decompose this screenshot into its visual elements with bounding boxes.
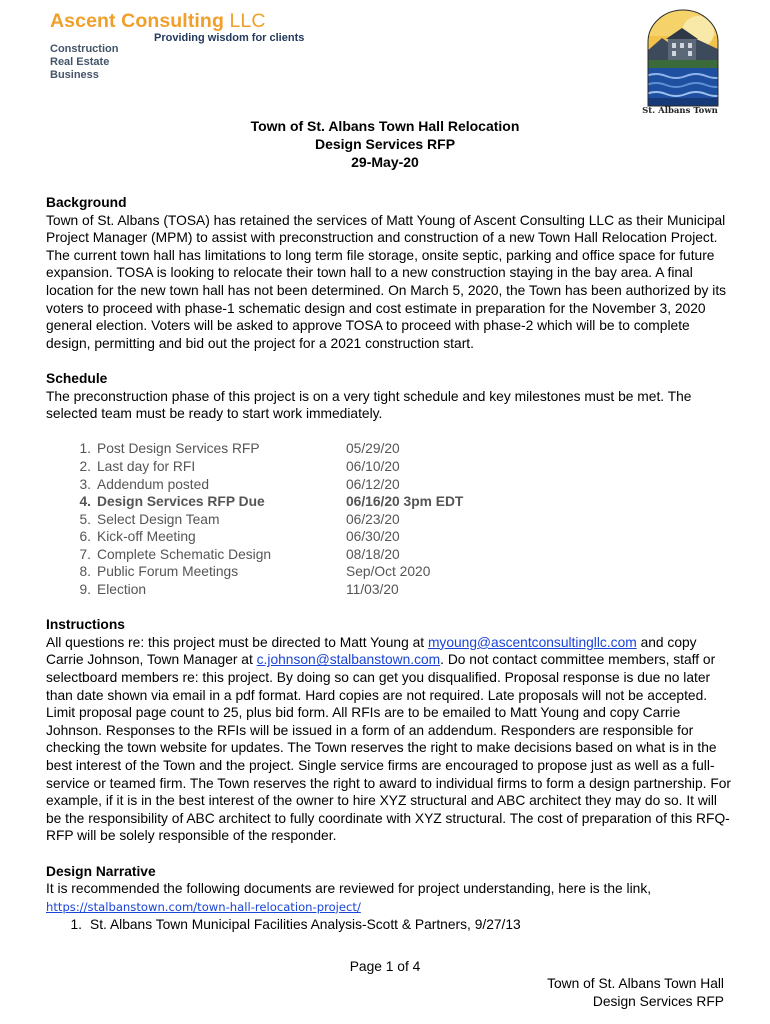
schedule-list — [46, 440, 736, 598]
company-name: Ascent Consulting LLC — [50, 10, 266, 32]
instructions-heading: Instructions — [46, 617, 125, 633]
email-link-myoung[interactable]: myoung@ascentconsultingllc.com — [427, 634, 637, 650]
schedule-item: 5. Select Design Team 06/23/20 — [79, 511, 400, 527]
schedule-heading: Schedule — [46, 370, 108, 386]
town-logo-image — [646, 8, 720, 118]
town-logo-caption: St. Albans Town — [642, 106, 718, 116]
company-tagline: Providing wisdom for clients — [154, 32, 305, 44]
company-logo — [50, 10, 310, 84]
schedule-item: 1. Post Design Services RFP 05/29/20 — [79, 441, 400, 457]
schedule-item: 2. Last day for RFI 06/10/20 — [79, 458, 400, 474]
background-heading: Background — [46, 195, 127, 210]
page-number: Page 1 of 4 — [349, 959, 421, 974]
schedule-item: 8. Public Forum Meetings Sep/Oct 2020 — [79, 564, 431, 580]
project-page-link[interactable]: https://stalbanstown.com/town-hall-relocation-project/ — [46, 899, 361, 914]
design-narrative-heading: Design Narrative — [46, 863, 156, 879]
email-link-cjohnson[interactable]: c.johnson@stalbanstown.com — [256, 652, 441, 668]
schedule-item: 6. Kick-off Meeting 06/30/20 — [79, 529, 400, 545]
background-text: Town of St. Albans (TOSA) has retained the services of Matt Young of Ascent Consulting LLC as their Municipal Project Manager (MPM) to assist with preconstruction and construction of a new Town Hall Relocation Project. The current town hall has limitations to long term file storage, onsite septic, parking and office space for future expansion. TOSA is looking to relocate their town hall to a new construction staying in the bay area. A final location for the new town hall has not been determined. On March 5, 2020, the Town has been authorized by its voters to proceed with phase-1 schematic design and cost estimate in preparation for the November 3, 2020 general election. Voters will be asked to approve TOSA to proceed with phase-2 which will be to complete design, permitting and bid out the project for a 2021 construction start. — [46, 212, 727, 351]
reference-item: 1. St. Albans Town Municipal Facilities Analysis-Scott & Partners, 9/27/13 — [70, 917, 521, 933]
page-footer: Town of St. Albans Town Hall Design Services RFP — [547, 976, 724, 1009]
design-narrative-intro: It is recommended the following documents are reviewed for project understanding, here is the link, — [46, 881, 652, 897]
document-subtitle: Design Services RFP — [314, 136, 456, 152]
company-divisions: Construction Real Estate Business — [50, 43, 119, 81]
document-body — [46, 194, 736, 934]
document-date: 29-May-20 — [351, 154, 419, 170]
schedule-item: 3. Addendum posted 06/12/20 — [79, 476, 400, 492]
instructions-text: All questions re: this project must be directed to Matt Young at myoung@ascentconsultingllc.com and copy Carrie Johnson, Town Manager at c.johnson@stalbanstown.com. Do not contact committee members, staff or selectboard members re: this project. By doing so can get you disqualified. Proposal response is due no later than date shown via email in a pdf format. Hard copies are not required. Late proposals will not be accepted. Limit proposal page count to 25, plus bid form. All RFIs are to be emailed to Matt Young and copy Carrie Johnson. Responses to the RFIs will be issued in a form of an addendum. Responders are responsible for checking the town website for updates. The Town reserves the right to make decisions based on what is in the best interest of the Town and the project. Single service firms are encouraged to propose just as well as a full-service or teamed firm. The Town reserves the right to award to individual firms to form a design partnership. For example, if it is in the best interest of the owner to hire XYZ structural and ABC architect they may do so. It will be the responsibility of ABC architect to fully coordinate with XYZ structural. The cost of preparation of this RFQ-RFP will be solely responsible of the responder. — [46, 634, 732, 844]
reference-list — [46, 916, 736, 934]
schedule-item-rfp-due: 4. Design Services RFP Due 06/16/20 3pm EDT — [79, 494, 464, 510]
document-title: Town of St. Albans Town Hall Relocation — [250, 118, 520, 134]
schedule-item: 9. Election 11/03/20 — [79, 582, 399, 598]
schedule-item: 7. Complete Schematic Design 08/18/20 — [79, 546, 400, 562]
schedule-intro: The preconstruction phase of this project is on a very tight schedule and key milestones must be met. The selected team must be ready to start work immediately. — [46, 388, 692, 422]
